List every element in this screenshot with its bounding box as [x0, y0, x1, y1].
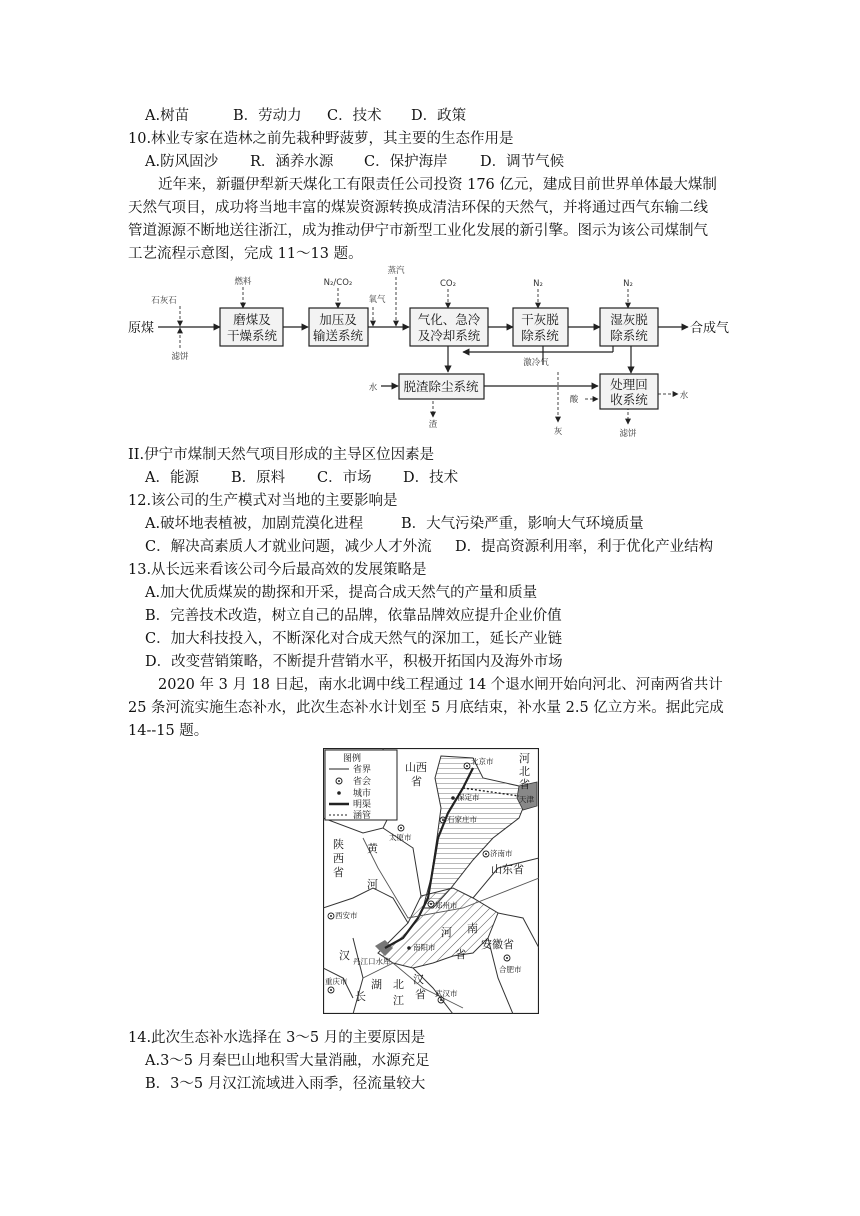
- co2-label: CO₂: [439, 279, 457, 289]
- anhui-label: 安徽省: [481, 938, 514, 951]
- hubei-label-2: 北: [393, 978, 404, 991]
- q13-option-b: B．完善技术改造，树立自己的品牌，依靠品牌效应提升企业价值: [145, 608, 562, 624]
- q14-option-a: A.3～5 月秦巴山地积雪大量消融，水源充足: [145, 1053, 430, 1069]
- quench-gas-label: 激冷气: [523, 358, 549, 368]
- q10-option-a: A.防风固沙: [145, 154, 219, 170]
- dry-ash-label-1: 干灰脱: [521, 312, 559, 327]
- shandong-label: 山东省: [491, 863, 524, 876]
- passage1-line-2: 天然气项目，成功将当地丰富的煤炭资源转换成清洁环保的天然气，并将通过西气东输二线: [128, 200, 708, 216]
- yangtze-label: 长: [355, 990, 366, 1003]
- steam-label: 蒸汽: [387, 266, 405, 276]
- q12-option-d: D．提高资源利用率，利于优化产业结构: [455, 539, 714, 555]
- beijing-label: 北京市: [471, 757, 494, 766]
- gasify-label-1: 气化、急冷: [417, 312, 481, 327]
- q11-option-a: A．能源: [145, 470, 199, 486]
- q11-options: [145, 468, 458, 488]
- q11-option-d: D．技术: [403, 470, 459, 486]
- hubei-label-1: 湖: [371, 978, 382, 991]
- fuel-label: 燃料: [234, 277, 252, 287]
- shanxi-label-2: 省: [411, 775, 422, 788]
- henan-label-2: 南: [467, 922, 478, 935]
- water-diversion-map: [323, 748, 539, 1014]
- shaanxi-label-2: 西: [333, 852, 344, 865]
- gasify-label-2: 及冷却系统: [417, 328, 481, 343]
- q12-option-c: C．解决高素质人才就业问题，减少人才外流: [145, 539, 432, 555]
- q12-row-2: [145, 537, 713, 557]
- recycle-label-2: 收系统: [610, 392, 648, 407]
- jinan-label: 济南市: [490, 849, 513, 858]
- q9-option-d: D．政策: [411, 108, 467, 124]
- grind-label-1: 磨煤及: [233, 312, 271, 327]
- acid-label: 酸: [569, 395, 579, 405]
- han-label-3: 省: [415, 988, 426, 1001]
- wet-ash-label-1: 湿灰脱: [610, 312, 648, 327]
- shijiazhuang-label: 石家庄市: [447, 815, 477, 824]
- syngas-label: 合成气: [690, 321, 730, 336]
- q10-stem: 10.林业专家在造林之前先栽种野菠萝，其主要的生态作用是: [128, 131, 514, 147]
- q11-option-c: C．市场: [317, 470, 372, 486]
- zhengzhou-label: 郑州市: [435, 901, 458, 910]
- q9-option-b: B．劳动力: [233, 108, 302, 124]
- q10-option-d: D．调节气候: [480, 154, 565, 170]
- legend-city: 城市: [353, 789, 372, 799]
- passage1-line-4: 工艺流程示意图，完成 11～13 题。: [128, 246, 363, 262]
- q14-option-b: B．3～5 月汉江流域进入雨季，径流量较大: [145, 1076, 426, 1092]
- passage2-line-1: 2020 年 3 月 18 日起，南水北调中线工程通过 14 个退水闸开始向河北、河南两省共计: [158, 677, 723, 693]
- filter-cake-out-label: 滤饼: [619, 429, 637, 439]
- water-out-label: 水: [679, 391, 689, 401]
- q13-option-c: C．加大科技投入，不断深化对合成天然气的深加工，延长产业链: [145, 631, 563, 647]
- passage1-line-3: 管道源源不断地送往浙江，成为推动伊宁市新型工业化发展的新引擎。图示为该公司煤制气: [128, 223, 708, 239]
- q12-row-1: [145, 514, 644, 534]
- recycle-label-1: 处理回: [610, 377, 648, 392]
- n2-a-label: N₂: [533, 279, 543, 289]
- q10-options: [145, 152, 564, 172]
- legend-title: 图例: [343, 754, 362, 764]
- limestone-label: 石灰石: [151, 296, 177, 306]
- taiyuan-label: 太原市: [389, 833, 412, 842]
- henan-label-1: 河: [441, 926, 452, 939]
- q10-option-c: C．保护海岸: [364, 154, 448, 170]
- slag-out-label: 渣: [428, 420, 438, 430]
- shanxi-label-1: 山西: [405, 761, 427, 774]
- hebei-label-3: 省: [519, 778, 530, 791]
- legend-canal: 明渠: [353, 800, 372, 810]
- han-label-2: 汉: [413, 973, 424, 986]
- nanyang-label: 南阳市: [413, 943, 436, 952]
- henan-label-3: 省: [455, 948, 466, 961]
- ash-label: 灰: [553, 427, 563, 437]
- wet-ash-label-2: 除系统: [610, 328, 648, 343]
- q12-option-a: A.破坏地表植被，加剧荒漠化进程: [145, 516, 364, 532]
- han-river-label-1: 汉: [339, 949, 350, 962]
- baoding-label: 保定市: [457, 793, 480, 802]
- n2co2-label: N₂/CO₂: [323, 278, 353, 288]
- q11-option-b: B．原料: [231, 470, 286, 486]
- wuhan-label: 武汉市: [435, 989, 458, 998]
- passage2-line-3: 14--15 题。: [128, 723, 209, 739]
- passage2-line-2: 25 条河流实施生态补水，此次生态补水计划至 5 月底结束，补水量 2.5 亿立方米。据此完成: [128, 700, 724, 716]
- grind-label-2: 干燥系统: [226, 328, 278, 343]
- q12-option-b: B．大气污染严重，影响大气环境质量: [401, 516, 644, 532]
- chongqing-label: 重庆市: [325, 977, 348, 986]
- filter-cake-in-label: 滤饼: [171, 352, 189, 362]
- shaanxi-label-1: 陕: [333, 838, 344, 851]
- q13-stem: 13.从长远来看该公司今后最高效的发展策略是: [128, 562, 427, 578]
- passage1-line-1: 近年来，新疆伊犁新天煤化工有限责任公司投资 176 亿元，建成目前世界单体最大煤制: [158, 177, 717, 193]
- yellow-river-label-1: 黄: [367, 842, 378, 855]
- slag-label: 脱渣除尘系统: [403, 379, 479, 394]
- hebei-label-1: 河: [519, 752, 530, 765]
- press-label-1: 加压及: [319, 312, 357, 327]
- yellow-river-label-2: 河: [367, 878, 378, 891]
- q11-stem: II.伊宁市煤制天然气项目形成的主导区位因素是: [128, 447, 435, 463]
- shaanxi-label-3: 省: [333, 866, 344, 879]
- tianjin-label: 天津: [519, 795, 534, 804]
- n2-b-label: N₂: [623, 279, 633, 289]
- press-label-2: 输送系统: [312, 328, 364, 343]
- legend-border: 省界: [353, 765, 372, 775]
- dry-ash-label-2: 除系统: [521, 328, 559, 343]
- coal-gas-flowchart: [128, 262, 758, 442]
- q9-options: [145, 106, 466, 126]
- jiang-label: 江: [393, 994, 404, 1007]
- hebei-label-2: 北: [519, 765, 530, 778]
- q13-option-a: A.加大优质煤炭的勘探和开采，提高合成天然气的产量和质量: [145, 585, 538, 601]
- legend-capital: 省会: [353, 777, 372, 787]
- xian-label: 西安市: [335, 911, 358, 920]
- oxygen-label: 氧气: [368, 295, 386, 305]
- q14-stem: 14.此次生态补水选择在 3～5 月的主要原因是: [128, 1030, 426, 1046]
- q10-option-b: R．涵养水源: [250, 154, 334, 170]
- raw-coal-label: 原煤: [128, 321, 155, 336]
- hefei-label: 合肥市: [499, 965, 522, 974]
- danjiangkou-label: 丹江口水库: [353, 957, 391, 966]
- legend-culvert: 涵管: [353, 811, 372, 821]
- q12-stem: 12.该公司的生产模式对当地的主要影响是: [128, 493, 398, 509]
- q13-option-d: D．改变营销策略，不断提升营销水平，积极开拓国内及海外市场: [145, 654, 563, 670]
- water-in-label: 水: [368, 383, 378, 393]
- q9-option-a: A.树苗: [145, 108, 190, 124]
- q9-option-c: C．技术: [327, 108, 382, 124]
